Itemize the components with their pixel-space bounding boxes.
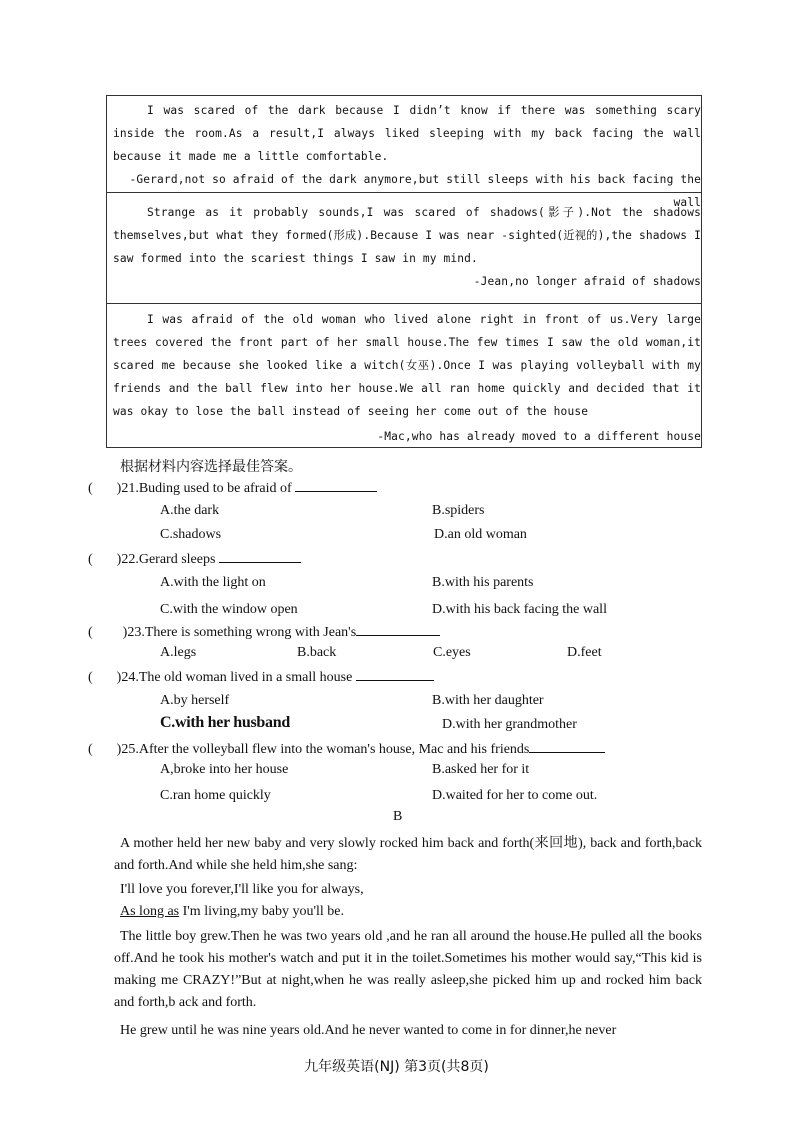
q21-option-d[interactable]: D.an old woman (434, 527, 527, 542)
page-footer: 九年级英语(NJ) 第3页(共8页) (304, 1059, 489, 1075)
passage-b-p5: He grew until he was nine years old.And he never wanted to come in for dinner,he never (120, 1023, 617, 1038)
q23-option-d[interactable]: D.feet (567, 645, 602, 660)
q25-option-a[interactable]: A,broke into her house (160, 762, 289, 777)
q23-blank (356, 623, 440, 636)
section-b-heading: B (393, 809, 403, 824)
q22-option-b[interactable]: B.with his parents (432, 575, 534, 590)
q22-stem-line (88, 550, 301, 568)
story-mac-text: I was afraid of the old woman who lived alone right in front of us.Very large trees covered the front part of her small house.The few times I saw the old woman,it scared me because she looked like a witch(女巫).Once I was playing volleyball with my friends and the ball flew into her house.We all ran home quickly and decided that it was okay to lose the ball instead of seeing her come out of the house (113, 313, 701, 418)
q23-option-c[interactable]: C.eyes (433, 645, 471, 660)
q21-option-b[interactable]: B.spiders (432, 503, 485, 518)
q23-option-b[interactable]: B.back (297, 645, 337, 660)
passage-b (114, 833, 702, 1042)
q22-blank (219, 550, 301, 563)
q21-option-c[interactable]: C.shadows (160, 527, 222, 542)
q24-blank (356, 668, 434, 681)
q25-option-b[interactable]: B.asked her for it (432, 762, 530, 777)
passage-b-p4: The little boy grew.Then he was two years old ,and he ran all around the house.He pulled all the books off.And he took his mother's watch and put it in the toilet.Sometimes his mother would say,“This kid is making me CRAZY!”But at night,when he was really asleep,she picked him up and rocked him back and forth,b ack and forth. (114, 929, 702, 1010)
story-mac-signature: -Mac,who has already moved to a different house (377, 430, 701, 443)
story-jean-signature: -Jean,no longer afraid of shadows (473, 275, 701, 288)
passage-b-p3 (114, 901, 702, 923)
as-long-as: As long as (120, 904, 180, 919)
q21-option-a[interactable]: A.the dark (160, 503, 220, 518)
q25-option-c[interactable]: C.ran home quickly (160, 788, 271, 803)
stories-table (106, 95, 702, 448)
instruction: 根据材料内容选择最佳答案。 (120, 459, 302, 475)
q25-stem-line (88, 740, 605, 758)
q22-option-c[interactable]: C.with the window open (160, 602, 298, 617)
q25-paren: ( (88, 742, 93, 757)
story-gerard (107, 96, 701, 209)
q25-blank (529, 740, 605, 753)
q25-stem: )25.After the volleyball flew into the woman's house, Mac and his friends (116, 742, 530, 757)
q22-option-a[interactable]: A.with the light on (160, 575, 266, 590)
q24-paren: ( (88, 670, 93, 685)
q21-paren: ( (88, 481, 93, 496)
q23-stem-line (88, 623, 440, 641)
q22-stem: )22.Gerard sleeps (116, 552, 216, 567)
q24-option-a[interactable]: A.by herself (160, 693, 230, 708)
q23-paren: ( (88, 625, 93, 640)
q24-stem: )24.The old woman lived in a small house (116, 670, 353, 685)
q21-stem-line (88, 479, 377, 497)
q24-option-c[interactable]: C.with her husband (160, 714, 290, 731)
q24-option-d[interactable]: D.with her grandmother (442, 717, 577, 732)
passage-b-p3-rest: I'm living,my baby you'll be. (179, 904, 344, 919)
q24-option-b[interactable]: B.with her daughter (432, 693, 544, 708)
q23-stem: )23.There is something wrong with Jean's (122, 625, 357, 640)
q21-stem: )21.Buding used to be afraid of (116, 481, 292, 496)
story-mac (107, 304, 701, 448)
q25-option-d[interactable]: D.waited for her to come out. (432, 788, 598, 803)
passage-b-p1: A mother held her new baby and very slowly rocked him back and forth(来回地), back and forth,back and forth.And while she held him,she sang: (114, 836, 702, 873)
q22-paren: ( (88, 552, 93, 567)
story-jean (107, 193, 701, 304)
story-gerard-text: I was scared of the dark because I didn’t know if there was something scary inside the room.As a result,I always liked sleeping with my back facing the wall because it made me a little comfortable. (113, 104, 701, 163)
q21-blank (295, 479, 377, 492)
q23-option-a[interactable]: A.legs (160, 645, 197, 660)
story-gerard-signature: -Gerard,not so afraid of the dark anymore,but still sleeps with his back facing the wall (129, 173, 701, 209)
q24-stem-line (88, 668, 434, 686)
passage-b-p2: I'll love you forever,I'll like you for always, (120, 882, 364, 897)
q22-option-d[interactable]: D.with his back facing the wall (432, 602, 607, 617)
story-jean-text: Strange as it probably sounds,I was scared of shadows(影子).Not the shadows themselves,but what they formed(形成).Because I was near -sighted(近视的),the shadows I saw formed into the scariest things I saw in my mind. (113, 206, 701, 265)
